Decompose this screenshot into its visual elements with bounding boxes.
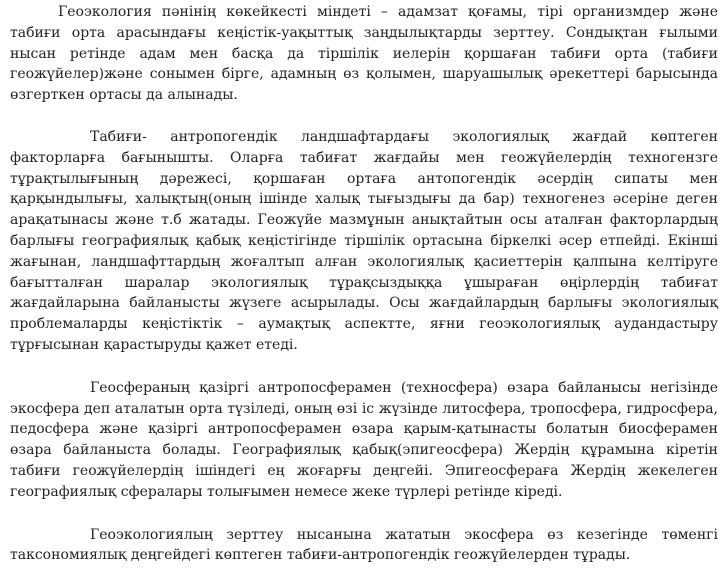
document-body — [10, 2, 718, 566]
paragraph-1: Геоэкология пәнінің көкейкесті міндеті – адамзат қоғамы, тірі организмдер және табиғи орта арасындағы кеңістік-уақыттық заңдылықтарды зерттеу. Сондықтан ғылыми нысан ретінде адам мен басқа да тіршілік иелерін қоршаған табиғи орта (табиғи геожүйелер)және сонымен бірге, адамның өз қолымен, шаруашылық әрекеттері барысында өзгерткен ортасы да алынады. — [10, 4, 718, 104]
paragraph-3: Геосфераның қазіргі антропосферамен (техносфера) өзара байланысы негізінде экосфера деп аталатын орта түзіледі, оның өзі іс жүзінде литосфера, тропосфера, гидросфера, педосфера және қазіргі антропосферамен өзара қарым-қатынасты болатын биосферамен өзара байланыста болады. Географиялық қабық(эпигеосфера) Жердің құрамына кіретін табиғи геожүйелердің ішіндегі ең жоғарғы деңгейі. Эпигеосфераға Жердің жекелеген географиялық сфералары толығымен немесе жеке түрлері ретінде кіреді. — [10, 379, 718, 500]
paragraph-4: Геоэкологиялың зерттеу нысанына жататын экосфера өз кезегінде төменгі таксономиялық деңгейдегі көптеген табиғи-антропогендік геожүйелерден тұрады. — [10, 526, 718, 564]
paragraph-2: Табиғи- антропогендік ландшафтардағы экологиялық жағдай көптеген факторларға бағынышты. Оларға табиғат жағдайы мен геожүйелердің техногензге тұрақтылығының дәрежесі, қоршаған ортаға антопогендік әсердің сипаты мен қарқындылығы, халықтың(оның ішінде халық тығыздығы да бар) техногенез әсеріне деген арақатынасы және т.б жатады. Геожүйе мазмұнын анықтайтын осы аталған факторлардың барлығы географиялық қабық кеңістігінде тіршілік ортасына біркелкі әсер етпейді. Екінші жағынан, ландшафттардың жоғалтып алған экологиялық қасиеттерін қалпына келтіруге бағытталған шаралар экологиялық тұрақсыздыққа ұшыраған өңірлердің табиғат жағдайларына байланысты жүзеге асырылады. Осы жағдайлардың барлығы экологиялық проблемаларды кеңістіктік – аумақтық аспектте, яғни геоэкологиялық аудандастыру тұрғысынан қарастыруды қажет етеді. — [10, 128, 718, 353]
